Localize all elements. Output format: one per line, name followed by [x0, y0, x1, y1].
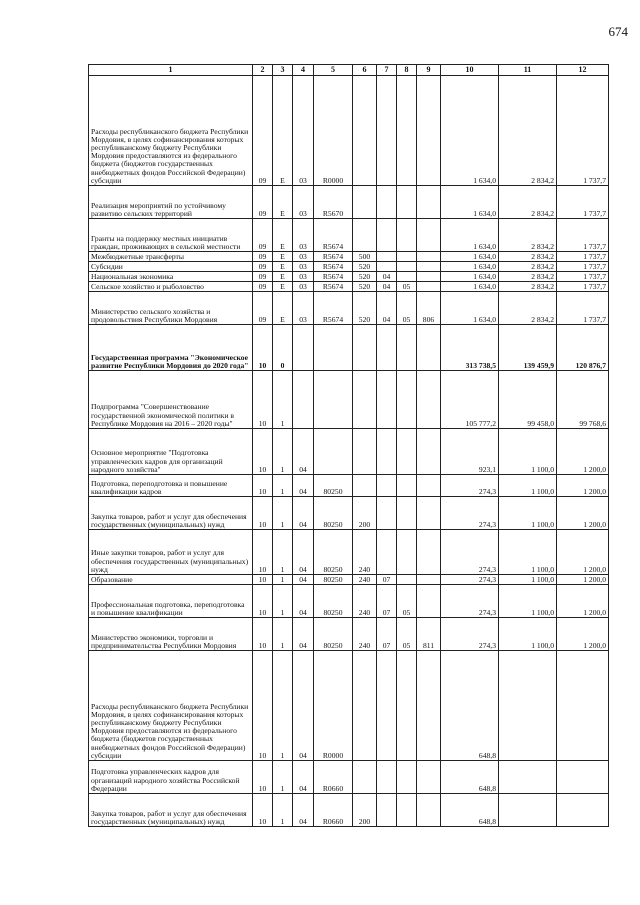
col-2-cell: 09 [253, 262, 273, 272]
amount-col-12-cell [557, 651, 609, 761]
col-3-cell: 1 [273, 575, 293, 585]
row-name-cell: Реализация мероприятий по устойчивому развитию сельских территорий [89, 186, 253, 219]
table-row [89, 429, 609, 475]
col-2-cell: 09 [253, 219, 273, 252]
amount-col-10-cell: 1 634,0 [441, 252, 499, 262]
col-2-cell: 10 [253, 371, 273, 429]
col-2-cell: 09 [253, 272, 273, 282]
amount-col-11-cell: 1 100,0 [499, 618, 557, 651]
col-8-cell: 05 [397, 292, 417, 325]
col-8-cell: 05 [397, 618, 417, 651]
column-header: 12 [557, 65, 609, 76]
column-header: 11 [499, 65, 557, 76]
col-5-cell: R5674 [314, 292, 353, 325]
col-5-cell: R0660 [314, 794, 353, 827]
col-8-cell [397, 530, 417, 575]
col-8-cell [397, 76, 417, 186]
row-name-cell: Национальная экономика [89, 272, 253, 282]
col-4-cell: 04 [293, 530, 314, 575]
col-8-cell [397, 794, 417, 827]
table-row [89, 371, 609, 429]
col-6-cell: 240 [353, 618, 377, 651]
col-3-cell: 1 [273, 651, 293, 761]
table-row [89, 651, 609, 761]
amount-col-12-cell [557, 761, 609, 794]
row-name-cell: Субсидии [89, 262, 253, 272]
col-5-cell: R5674 [314, 252, 353, 262]
amount-col-11-cell: 1 100,0 [499, 475, 557, 497]
column-header: 3 [273, 65, 293, 76]
row-name-cell: Основное мероприятие "Подготовка управленческих кадров для организаций народного хозяйства" [89, 429, 253, 475]
col-8-cell [397, 761, 417, 794]
col-3-cell: 1 [273, 371, 293, 429]
col-8-cell [397, 575, 417, 585]
amount-col-12-cell [557, 794, 609, 827]
amount-col-11-cell: 2 834,2 [499, 272, 557, 282]
amount-col-12-cell: 1 200,0 [557, 530, 609, 575]
col-3-cell: 1 [273, 585, 293, 618]
row-name-cell: Иные закупки товаров, работ и услуг для обеспечения государственных (муниципальных) нужд [89, 530, 253, 575]
col-9-cell [417, 794, 441, 827]
amount-col-11-cell: 2 834,2 [499, 282, 557, 292]
col-5-cell [314, 325, 353, 371]
col-9-cell [417, 76, 441, 186]
col-4-cell: 03 [293, 292, 314, 325]
col-3-cell: Е [273, 219, 293, 252]
col-6-cell: 500 [353, 252, 377, 262]
col-6-cell: 240 [353, 530, 377, 575]
col-8-cell [397, 651, 417, 761]
row-name-cell: Закупка товаров, работ и услуг для обеспечения государственных (муниципальных) нужд [89, 497, 253, 530]
table-row [89, 475, 609, 497]
col-7-cell: 07 [377, 618, 397, 651]
col-7-cell [377, 186, 397, 219]
amount-col-10-cell: 1 634,0 [441, 76, 499, 186]
col-6-cell: 520 [353, 262, 377, 272]
col-9-cell [417, 282, 441, 292]
col-6-cell: 240 [353, 585, 377, 618]
row-name-cell: Сельское хозяйство и рыболовство [89, 282, 253, 292]
col-7-cell [377, 475, 397, 497]
col-8-cell [397, 475, 417, 497]
col-7-cell [377, 429, 397, 475]
col-2-cell: 09 [253, 186, 273, 219]
col-8-cell [397, 186, 417, 219]
amount-col-10-cell: 1 634,0 [441, 272, 499, 282]
budget-table [88, 64, 609, 827]
row-name-cell: Образование [89, 575, 253, 585]
col-6-cell [353, 219, 377, 252]
col-7-cell [377, 325, 397, 371]
col-3-cell: 1 [273, 530, 293, 575]
col-4-cell: 04 [293, 794, 314, 827]
table-row [89, 497, 609, 530]
col-9-cell [417, 325, 441, 371]
col-4-cell: 04 [293, 475, 314, 497]
col-4-cell: 04 [293, 497, 314, 530]
col-5-cell: 80250 [314, 530, 353, 575]
col-7-cell [377, 651, 397, 761]
col-7-cell: 07 [377, 575, 397, 585]
col-9-cell [417, 219, 441, 252]
col-5-cell: 80250 [314, 475, 353, 497]
amount-col-11-cell: 1 100,0 [499, 575, 557, 585]
amount-col-12-cell: 1 737,7 [557, 272, 609, 282]
col-9-cell [417, 429, 441, 475]
col-4-cell [293, 325, 314, 371]
col-5-cell: 80250 [314, 575, 353, 585]
col-7-cell [377, 252, 397, 262]
col-7-cell [377, 262, 397, 272]
column-header: 2 [253, 65, 273, 76]
col-6-cell: 200 [353, 497, 377, 530]
col-8-cell [397, 272, 417, 282]
amount-col-11-cell: 2 834,2 [499, 292, 557, 325]
col-4-cell: 04 [293, 575, 314, 585]
amount-col-11-cell: 1 100,0 [499, 585, 557, 618]
col-4-cell: 03 [293, 219, 314, 252]
row-name-cell: Расходы республиканского бюджета Республики Мордовия, в целях софинансирования которых республиканскому бюджету Республики Мордовия предоставляются из федерального бюджета (бюджетов государственных внебюджетных фондов Российской Федерации) субсидии [89, 651, 253, 761]
amount-col-12-cell: 1 737,7 [557, 219, 609, 252]
column-header: 10 [441, 65, 499, 76]
col-4-cell: 03 [293, 76, 314, 186]
col-7-cell [377, 794, 397, 827]
amount-col-10-cell: 1 634,0 [441, 292, 499, 325]
row-name-cell: Межбюджетные трансферты [89, 252, 253, 262]
table-row [89, 794, 609, 827]
row-name-cell: Министерство экономики, торговли и предпринимательства Республики Мордовия [89, 618, 253, 651]
amount-col-12-cell: 99 768,6 [557, 371, 609, 429]
amount-col-12-cell: 1 737,7 [557, 282, 609, 292]
col-8-cell [397, 497, 417, 530]
col-3-cell: Е [273, 262, 293, 272]
col-9-cell [417, 371, 441, 429]
col-6-cell [353, 761, 377, 794]
amount-col-11-cell: 2 834,2 [499, 252, 557, 262]
amount-col-10-cell: 274,3 [441, 575, 499, 585]
col-9-cell [417, 186, 441, 219]
col-5-cell: R5674 [314, 272, 353, 282]
amount-col-10-cell: 648,8 [441, 794, 499, 827]
amount-col-10-cell: 1 634,0 [441, 219, 499, 252]
amount-col-12-cell: 120 876,7 [557, 325, 609, 371]
col-6-cell [353, 76, 377, 186]
col-7-cell [377, 497, 397, 530]
col-3-cell: 1 [273, 761, 293, 794]
col-5-cell: R0660 [314, 761, 353, 794]
col-3-cell: 1 [273, 794, 293, 827]
col-4-cell: 04 [293, 429, 314, 475]
col-5-cell: R5674 [314, 219, 353, 252]
amount-col-10-cell: 274,3 [441, 497, 499, 530]
col-2-cell: 10 [253, 325, 273, 371]
col-5-cell: R0000 [314, 76, 353, 186]
column-header: 6 [353, 65, 377, 76]
amount-col-10-cell: 313 738,5 [441, 325, 499, 371]
col-8-cell [397, 262, 417, 272]
amount-col-12-cell: 1 200,0 [557, 575, 609, 585]
col-9-cell [417, 252, 441, 262]
col-6-cell [353, 429, 377, 475]
col-8-cell [397, 371, 417, 429]
amount-col-10-cell: 274,3 [441, 530, 499, 575]
col-7-cell: 07 [377, 585, 397, 618]
amount-col-10-cell: 274,3 [441, 475, 499, 497]
col-8-cell [397, 429, 417, 475]
amount-col-11-cell [499, 761, 557, 794]
amount-col-10-cell: 923,1 [441, 429, 499, 475]
amount-col-12-cell: 1 200,0 [557, 475, 609, 497]
col-2-cell: 10 [253, 585, 273, 618]
col-3-cell: 1 [273, 497, 293, 530]
table-row [89, 262, 609, 272]
col-6-cell: 520 [353, 292, 377, 325]
amount-col-10-cell: 1 634,0 [441, 186, 499, 219]
col-7-cell [377, 371, 397, 429]
table-row [89, 292, 609, 325]
col-5-cell [314, 371, 353, 429]
row-name-cell: Гранты на поддержку местных инициатив граждан, проживающих в сельской местности [89, 219, 253, 252]
col-4-cell [293, 371, 314, 429]
col-6-cell [353, 186, 377, 219]
row-name-cell: Министерство сельского хозяйства и продовольствия Республики Мордовия [89, 292, 253, 325]
col-2-cell: 09 [253, 76, 273, 186]
amount-col-12-cell: 1 200,0 [557, 497, 609, 530]
column-header: 4 [293, 65, 314, 76]
table-row [89, 252, 609, 262]
row-name-cell: Подготовка, переподготовка и повышение квалификации кадров [89, 475, 253, 497]
col-8-cell [397, 252, 417, 262]
col-8-cell: 05 [397, 282, 417, 292]
amount-col-11-cell: 2 834,2 [499, 219, 557, 252]
col-6-cell [353, 651, 377, 761]
row-name-cell: Расходы республиканского бюджета Республики Мордовия, в целях софинансирования которых республиканскому бюджету Республики Мордовия предоставляются из федерального бюджета (бюджетов государственных внебюджетных фондов Российской Федерации) субсидии [89, 76, 253, 186]
column-header: 5 [314, 65, 353, 76]
amount-col-10-cell: 648,8 [441, 651, 499, 761]
table-row [89, 219, 609, 252]
col-9-cell [417, 272, 441, 282]
amount-col-12-cell: 1 200,0 [557, 585, 609, 618]
col-7-cell [377, 76, 397, 186]
col-6-cell [353, 371, 377, 429]
amount-col-10-cell: 1 634,0 [441, 282, 499, 292]
table-row [89, 272, 609, 282]
amount-col-11-cell [499, 794, 557, 827]
col-3-cell: Е [273, 186, 293, 219]
amount-col-11-cell: 1 100,0 [499, 497, 557, 530]
amount-col-11-cell: 99 458,0 [499, 371, 557, 429]
amount-col-11-cell: 2 834,2 [499, 76, 557, 186]
row-name-cell: Подготовка управленческих кадров для организаций народного хозяйства Российской Федерации [89, 761, 253, 794]
col-9-cell [417, 497, 441, 530]
col-2-cell: 10 [253, 530, 273, 575]
table-row [89, 618, 609, 651]
col-3-cell: Е [273, 252, 293, 262]
table-row [89, 575, 609, 585]
col-6-cell: 520 [353, 272, 377, 282]
col-7-cell: 04 [377, 272, 397, 282]
table-row [89, 761, 609, 794]
col-3-cell: 0 [273, 325, 293, 371]
row-name-cell: Подпрограмма "Совершенствование государственной экономической политики в Республике Мордовия на 2016 – 2020 годы" [89, 371, 253, 429]
col-5-cell: R0000 [314, 651, 353, 761]
amount-col-11-cell: 2 834,2 [499, 262, 557, 272]
col-3-cell: Е [273, 292, 293, 325]
col-8-cell [397, 325, 417, 371]
col-6-cell [353, 325, 377, 371]
col-7-cell [377, 530, 397, 575]
col-9-cell: 811 [417, 618, 441, 651]
amount-col-10-cell: 648,8 [441, 761, 499, 794]
amount-col-11-cell: 2 834,2 [499, 186, 557, 219]
col-7-cell [377, 219, 397, 252]
column-header: 1 [89, 65, 253, 76]
col-6-cell: 240 [353, 575, 377, 585]
col-5-cell: R5670 [314, 186, 353, 219]
col-2-cell: 09 [253, 282, 273, 292]
col-9-cell: 806 [417, 292, 441, 325]
amount-col-12-cell: 1 737,7 [557, 252, 609, 262]
amount-col-12-cell: 1 737,7 [557, 292, 609, 325]
col-4-cell: 03 [293, 252, 314, 262]
amount-col-12-cell: 1 200,0 [557, 618, 609, 651]
column-header: 7 [377, 65, 397, 76]
col-2-cell: 10 [253, 429, 273, 475]
col-2-cell: 10 [253, 497, 273, 530]
col-2-cell: 10 [253, 575, 273, 585]
col-2-cell: 10 [253, 618, 273, 651]
col-4-cell: 03 [293, 186, 314, 219]
table-row [89, 530, 609, 575]
col-4-cell: 04 [293, 761, 314, 794]
amount-col-11-cell: 139 459,9 [499, 325, 557, 371]
col-5-cell: 80250 [314, 585, 353, 618]
col-2-cell: 10 [253, 475, 273, 497]
col-7-cell [377, 761, 397, 794]
col-9-cell [417, 585, 441, 618]
col-5-cell: R5674 [314, 262, 353, 272]
col-6-cell [353, 475, 377, 497]
col-8-cell: 05 [397, 585, 417, 618]
amount-col-11-cell: 1 100,0 [499, 530, 557, 575]
col-9-cell [417, 761, 441, 794]
amount-col-12-cell: 1 737,7 [557, 262, 609, 272]
column-header: 8 [397, 65, 417, 76]
col-2-cell: 10 [253, 794, 273, 827]
col-9-cell [417, 262, 441, 272]
column-header: 9 [417, 65, 441, 76]
col-4-cell: 04 [293, 651, 314, 761]
table-row [89, 186, 609, 219]
col-5-cell: 80250 [314, 497, 353, 530]
col-7-cell: 04 [377, 292, 397, 325]
col-3-cell: Е [273, 272, 293, 282]
col-3-cell: 1 [273, 475, 293, 497]
amount-col-10-cell: 274,3 [441, 585, 499, 618]
col-7-cell: 04 [377, 282, 397, 292]
col-2-cell: 09 [253, 292, 273, 325]
col-6-cell: 200 [353, 794, 377, 827]
table-row [89, 585, 609, 618]
row-name-cell: Профессиональная подготовка, переподготовка и повышение квалификации [89, 585, 253, 618]
header-row [89, 65, 609, 76]
col-9-cell [417, 651, 441, 761]
amount-col-12-cell: 1 200,0 [557, 429, 609, 475]
amount-col-11-cell [499, 651, 557, 761]
table-row [89, 325, 609, 371]
col-2-cell: 09 [253, 252, 273, 262]
amount-col-10-cell: 274,3 [441, 618, 499, 651]
col-4-cell: 03 [293, 262, 314, 272]
col-4-cell: 04 [293, 618, 314, 651]
col-3-cell: 1 [273, 429, 293, 475]
amount-col-11-cell: 1 100,0 [499, 429, 557, 475]
page-number: 674 [608, 24, 628, 39]
col-2-cell: 10 [253, 651, 273, 761]
col-3-cell: 1 [273, 618, 293, 651]
col-3-cell: Е [273, 76, 293, 186]
table-row [89, 282, 609, 292]
table-row [89, 76, 609, 186]
col-4-cell: 03 [293, 272, 314, 282]
col-4-cell: 03 [293, 282, 314, 292]
amount-col-12-cell: 1 737,7 [557, 186, 609, 219]
col-8-cell [397, 219, 417, 252]
col-5-cell: R5674 [314, 282, 353, 292]
col-9-cell [417, 475, 441, 497]
col-9-cell [417, 575, 441, 585]
col-3-cell: Е [273, 282, 293, 292]
row-name-cell: Государственная программа "Экономическое развитие Республики Мордовия до 2020 года" [89, 325, 253, 371]
col-4-cell: 04 [293, 585, 314, 618]
col-9-cell [417, 530, 441, 575]
amount-col-10-cell: 1 634,0 [441, 262, 499, 272]
row-name-cell: Закупка товаров, работ и услуг для обеспечения государственных (муниципальных) нужд [89, 794, 253, 827]
col-5-cell [314, 429, 353, 475]
col-2-cell: 10 [253, 761, 273, 794]
col-5-cell: 80250 [314, 618, 353, 651]
amount-col-12-cell: 1 737,7 [557, 76, 609, 186]
amount-col-10-cell: 105 777,2 [441, 371, 499, 429]
col-6-cell: 520 [353, 282, 377, 292]
